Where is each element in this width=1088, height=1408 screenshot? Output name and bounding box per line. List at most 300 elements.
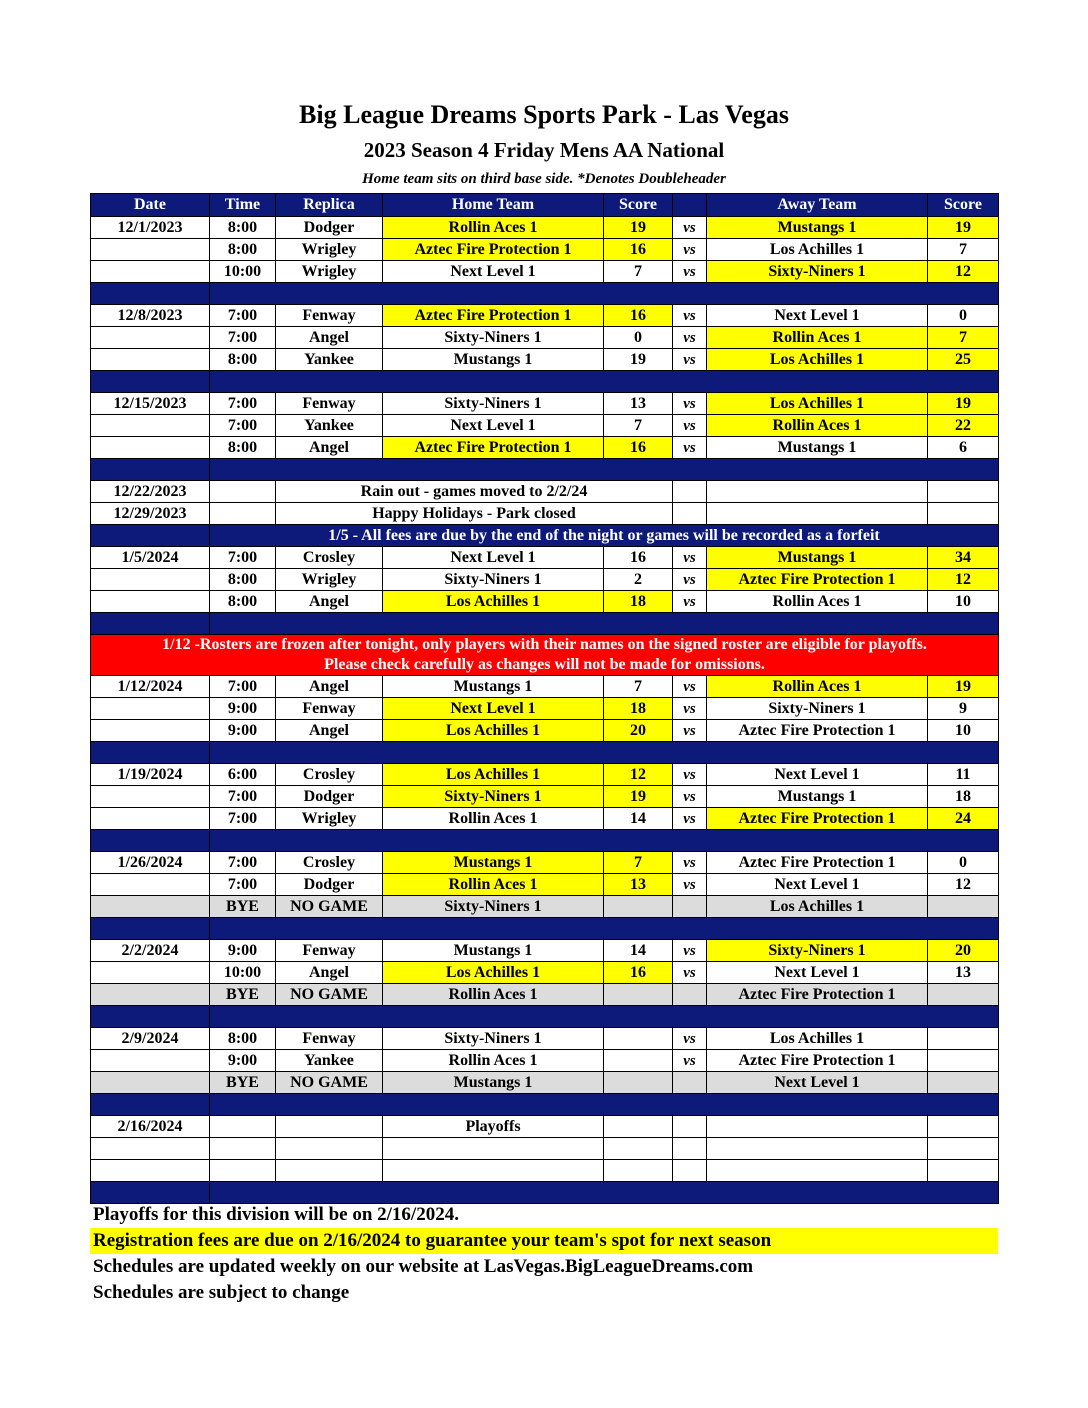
home-score-cell: 13 — [604, 393, 673, 415]
replica-cell: Angel — [276, 720, 383, 742]
home-team-cell: Sixty-Niners 1 — [383, 569, 604, 591]
home-team-cell — [383, 1160, 604, 1182]
home-team-cell: Rollin Aces 1 — [383, 874, 604, 896]
away-score-cell — [928, 1116, 999, 1138]
home-team-cell: Aztec Fire Protection 1 — [383, 239, 604, 261]
date-cell: 2/2/2024 — [91, 940, 210, 962]
away-score-cell: 19 — [928, 676, 999, 698]
date-cell — [91, 896, 210, 918]
separator-cell — [210, 371, 999, 393]
away-score-cell: 7 — [928, 327, 999, 349]
fees-notice-row — [91, 525, 999, 547]
replica-cell: Fenway — [276, 393, 383, 415]
game-row — [91, 874, 999, 896]
replica-cell: Dodger — [276, 874, 383, 896]
date-cell — [91, 1160, 210, 1182]
game-row — [91, 437, 999, 459]
time-cell: 7:00 — [210, 415, 276, 437]
time-cell: 8:00 — [210, 1028, 276, 1050]
game-row — [91, 1160, 999, 1182]
game-row — [91, 720, 999, 742]
replica-cell: Wrigley — [276, 569, 383, 591]
date-cell: 12/8/2023 — [91, 305, 210, 327]
week-separator-row — [91, 918, 999, 940]
game-row — [91, 569, 999, 591]
away-team-cell — [707, 1138, 928, 1160]
time-cell: 9:00 — [210, 698, 276, 720]
date-cell — [91, 698, 210, 720]
vs-cell — [673, 1116, 707, 1138]
home-score-cell: 7 — [604, 676, 673, 698]
roster-alert-row — [91, 635, 999, 676]
vs-cell: vs — [673, 305, 707, 327]
separator-cell — [210, 742, 999, 764]
home-score-cell — [604, 1116, 673, 1138]
roster-alert-line2: Please check carefully as changes will not be made for omissions. — [324, 656, 765, 673]
game-row — [91, 764, 999, 786]
replica-cell: Crosley — [276, 764, 383, 786]
home-team-cell: Mustangs 1 — [383, 852, 604, 874]
home-team-cell: Rollin Aces 1 — [383, 1050, 604, 1072]
col-header-vs — [673, 194, 707, 217]
away-score-cell: 13 — [928, 962, 999, 984]
vs-cell: vs — [673, 764, 707, 786]
date-cell — [91, 720, 210, 742]
date-cell: 2/9/2024 — [91, 1028, 210, 1050]
time-cell: 8:00 — [210, 569, 276, 591]
away-team-cell: Mustangs 1 — [707, 786, 928, 808]
game-row — [91, 239, 999, 261]
home-score-cell — [604, 1160, 673, 1182]
game-row — [91, 1138, 999, 1160]
away-score-cell: 6 — [928, 437, 999, 459]
home-team-cell: Playoffs — [383, 1116, 604, 1138]
vs-cell: vs — [673, 349, 707, 371]
time-cell: 7:00 — [210, 852, 276, 874]
vs-cell: vs — [673, 698, 707, 720]
time-cell: 8:00 — [210, 437, 276, 459]
home-team-cell: Aztec Fire Protection 1 — [383, 305, 604, 327]
game-row — [91, 217, 999, 239]
time-cell — [210, 1116, 276, 1138]
away-team-cell: Los Achilles 1 — [707, 1028, 928, 1050]
week-separator-row — [91, 1006, 999, 1028]
away-team-cell: Rollin Aces 1 — [707, 327, 928, 349]
game-row — [91, 327, 999, 349]
home-score-cell: 16 — [604, 305, 673, 327]
game-row — [91, 305, 999, 327]
date-cell: 12/22/2023 — [91, 481, 210, 503]
bye-row — [91, 896, 999, 918]
away-score-cell: 9 — [928, 698, 999, 720]
home-team-cell: Sixty-Niners 1 — [383, 786, 604, 808]
date-cell: 12/1/2023 — [91, 217, 210, 239]
game-row — [91, 349, 999, 371]
time-cell: 7:00 — [210, 786, 276, 808]
date-cell: 1/5/2024 — [91, 547, 210, 569]
date-cell: 12/29/2023 — [91, 503, 210, 525]
date-cell — [91, 1050, 210, 1072]
replica-cell: Angel — [276, 591, 383, 613]
replica-cell — [276, 1138, 383, 1160]
date-cell — [91, 327, 210, 349]
away-score-cell — [928, 1072, 999, 1094]
vs-cell: vs — [673, 393, 707, 415]
game-row — [91, 808, 999, 830]
week-separator-row — [91, 371, 999, 393]
col-header-replica: Replica — [276, 194, 383, 217]
date-cell — [91, 874, 210, 896]
replica-cell: NO GAME — [276, 1072, 383, 1094]
vs-cell — [673, 1160, 707, 1182]
home-team-cell: Next Level 1 — [383, 547, 604, 569]
time-cell — [210, 481, 276, 503]
away-score-cell: 19 — [928, 393, 999, 415]
home-score-cell: 18 — [604, 698, 673, 720]
week-separator-row — [91, 830, 999, 852]
vs-cell: vs — [673, 940, 707, 962]
time-cell: 9:00 — [210, 720, 276, 742]
date-cell — [91, 349, 210, 371]
time-cell — [210, 1138, 276, 1160]
home-team-cell: Mustangs 1 — [383, 349, 604, 371]
away-score-cell: 10 — [928, 591, 999, 613]
vs-cell: vs — [673, 239, 707, 261]
replica-cell — [276, 1116, 383, 1138]
replica-cell: NO GAME — [276, 896, 383, 918]
away-score-cell: 12 — [928, 261, 999, 283]
footer-registration-note: Registration fees are due on 2/16/2024 to guarantee your team's spot for next season — [90, 1228, 998, 1254]
time-cell: BYE — [210, 1072, 276, 1094]
replica-cell — [276, 1160, 383, 1182]
game-row — [91, 415, 999, 437]
footer-playoffs-note: Playoffs for this division will be on 2/16/2024. — [93, 1204, 459, 1225]
away-score-cell — [928, 1050, 999, 1072]
time-cell: 7:00 — [210, 874, 276, 896]
date-cell — [91, 239, 210, 261]
vs-cell — [673, 896, 707, 918]
date-cell: 12/15/2023 — [91, 393, 210, 415]
home-team-cell: Next Level 1 — [383, 415, 604, 437]
game-row — [91, 1050, 999, 1072]
away-team-cell: Aztec Fire Protection 1 — [707, 808, 928, 830]
col-header-home-team: Home Team — [383, 194, 604, 217]
home-team-cell: Rollin Aces 1 — [383, 217, 604, 239]
home-team-cell: Sixty-Niners 1 — [383, 327, 604, 349]
home-score-cell: 19 — [604, 217, 673, 239]
replica-cell: Dodger — [276, 786, 383, 808]
date-cell — [91, 808, 210, 830]
home-team-cell: Los Achilles 1 — [383, 591, 604, 613]
date-cell — [91, 786, 210, 808]
separator-cell — [91, 371, 210, 393]
message-row — [91, 481, 999, 503]
separator-cell — [91, 1182, 210, 1204]
col-header-date: Date — [91, 194, 210, 217]
vs-cell: vs — [673, 591, 707, 613]
away-team-cell: Aztec Fire Protection 1 — [707, 984, 928, 1006]
separator-cell — [91, 459, 210, 481]
home-score-cell: 19 — [604, 349, 673, 371]
date-cell: 1/19/2024 — [91, 764, 210, 786]
message-row — [91, 503, 999, 525]
home-score-cell: 2 — [604, 569, 673, 591]
home-score-cell: 16 — [604, 962, 673, 984]
separator-cell — [210, 1006, 999, 1028]
week-separator-row — [91, 613, 999, 635]
replica-cell: Yankee — [276, 349, 383, 371]
away-score-cell: 34 — [928, 547, 999, 569]
roster-alert — [91, 635, 999, 676]
home-score-cell: 7 — [604, 415, 673, 437]
time-cell: 7:00 — [210, 305, 276, 327]
vs-cell: vs — [673, 676, 707, 698]
away-team-cell: Aztec Fire Protection 1 — [707, 720, 928, 742]
bye-row — [91, 1072, 999, 1094]
vs-cell — [673, 481, 707, 503]
date-cell: 1/26/2024 — [91, 852, 210, 874]
home-score-cell — [604, 1072, 673, 1094]
away-team-cell — [707, 503, 928, 525]
vs-cell: vs — [673, 852, 707, 874]
date-cell — [91, 569, 210, 591]
vs-cell: vs — [673, 415, 707, 437]
home-team-cell: Los Achilles 1 — [383, 764, 604, 786]
date-cell: 2/16/2024 — [91, 1116, 210, 1138]
separator-cell — [91, 742, 210, 764]
home-team-cell: Aztec Fire Protection 1 — [383, 437, 604, 459]
separator-cell — [210, 459, 999, 481]
message-cell: Happy Holidays - Park closed — [276, 503, 673, 525]
home-team-cell: Los Achilles 1 — [383, 962, 604, 984]
home-score-cell: 16 — [604, 547, 673, 569]
game-row — [91, 1116, 999, 1138]
replica-cell: Fenway — [276, 940, 383, 962]
replica-cell: Dodger — [276, 217, 383, 239]
away-team-cell: Next Level 1 — [707, 962, 928, 984]
vs-cell: vs — [673, 786, 707, 808]
home-score-cell: 7 — [604, 261, 673, 283]
replica-cell: Wrigley — [276, 261, 383, 283]
away-score-cell: 10 — [928, 720, 999, 742]
footer-change-note: Schedules are subject to change — [93, 1282, 350, 1303]
away-score-cell: 25 — [928, 349, 999, 371]
home-team-cell: Mustangs 1 — [383, 1072, 604, 1094]
replica-cell: Yankee — [276, 415, 383, 437]
game-row — [91, 1028, 999, 1050]
away-team-cell: Mustangs 1 — [707, 547, 928, 569]
separator-cell — [91, 830, 210, 852]
away-score-cell — [928, 1160, 999, 1182]
game-row — [91, 962, 999, 984]
away-team-cell: Aztec Fire Protection 1 — [707, 569, 928, 591]
replica-cell: NO GAME — [276, 984, 383, 1006]
game-row — [91, 676, 999, 698]
vs-cell: vs — [673, 261, 707, 283]
game-row — [91, 393, 999, 415]
game-row — [91, 852, 999, 874]
away-team-cell: Sixty-Niners 1 — [707, 698, 928, 720]
separator-cell — [91, 1006, 210, 1028]
replica-cell: Wrigley — [276, 808, 383, 830]
date-cell — [91, 437, 210, 459]
home-score-cell — [604, 984, 673, 1006]
date-cell — [91, 962, 210, 984]
replica-cell: Wrigley — [276, 239, 383, 261]
time-cell: 7:00 — [210, 808, 276, 830]
replica-cell: Fenway — [276, 305, 383, 327]
page-note: Home team sits on third base side. *Denotes Doubleheader — [362, 171, 726, 187]
home-team-cell: Sixty-Niners 1 — [383, 896, 604, 918]
separator-cell — [210, 613, 999, 635]
time-cell: 6:00 — [210, 764, 276, 786]
time-cell: 7:00 — [210, 547, 276, 569]
away-score-cell: 0 — [928, 852, 999, 874]
col-header-home-score: Score — [604, 194, 673, 217]
time-cell: 7:00 — [210, 327, 276, 349]
separator-cell — [91, 613, 210, 635]
away-score-cell: 11 — [928, 764, 999, 786]
replica-cell: Angel — [276, 962, 383, 984]
replica-cell: Crosley — [276, 547, 383, 569]
replica-cell: Angel — [276, 676, 383, 698]
home-score-cell: 14 — [604, 808, 673, 830]
date-cell — [91, 415, 210, 437]
away-score-cell: 24 — [928, 808, 999, 830]
date-cell — [91, 591, 210, 613]
vs-cell — [673, 1138, 707, 1160]
away-score-cell — [928, 984, 999, 1006]
away-score-cell: 20 — [928, 940, 999, 962]
home-score-cell: 16 — [604, 437, 673, 459]
away-team-cell: Los Achilles 1 — [707, 393, 928, 415]
week-separator-row — [91, 459, 999, 481]
away-score-cell: 12 — [928, 874, 999, 896]
time-cell: 7:00 — [210, 676, 276, 698]
vs-cell: vs — [673, 962, 707, 984]
message-cell: Rain out - games moved to 2/2/24 — [276, 481, 673, 503]
separator-cell — [91, 918, 210, 940]
away-score-cell: 0 — [928, 305, 999, 327]
vs-cell — [673, 503, 707, 525]
vs-cell — [673, 984, 707, 1006]
away-team-cell: Rollin Aces 1 — [707, 415, 928, 437]
home-score-cell: 12 — [604, 764, 673, 786]
home-score-cell — [604, 1138, 673, 1160]
schedule-body — [91, 217, 999, 1204]
game-row — [91, 261, 999, 283]
separator-cell — [210, 830, 999, 852]
replica-cell: Crosley — [276, 852, 383, 874]
away-team-cell: Next Level 1 — [707, 305, 928, 327]
bye-row — [91, 984, 999, 1006]
game-row — [91, 786, 999, 808]
away-score-cell — [928, 1028, 999, 1050]
away-team-cell — [707, 1116, 928, 1138]
time-cell — [210, 1160, 276, 1182]
time-cell: 9:00 — [210, 1050, 276, 1072]
vs-cell: vs — [673, 569, 707, 591]
home-score-cell — [604, 1028, 673, 1050]
away-team-cell: Sixty-Niners 1 — [707, 261, 928, 283]
time-cell: BYE — [210, 984, 276, 1006]
home-team-cell: Mustangs 1 — [383, 940, 604, 962]
away-score-cell: 22 — [928, 415, 999, 437]
date-cell — [91, 984, 210, 1006]
away-team-cell: Los Achilles 1 — [707, 896, 928, 918]
home-score-cell: 7 — [604, 852, 673, 874]
home-score-cell: 0 — [604, 327, 673, 349]
vs-cell: vs — [673, 327, 707, 349]
vs-cell: vs — [673, 1050, 707, 1072]
away-score-cell: 12 — [928, 569, 999, 591]
home-score-cell: 14 — [604, 940, 673, 962]
home-team-cell: Next Level 1 — [383, 698, 604, 720]
week-separator-row — [91, 742, 999, 764]
week-separator-row — [91, 283, 999, 305]
replica-cell: Fenway — [276, 698, 383, 720]
week-separator-row — [91, 1182, 999, 1204]
time-cell: 8:00 — [210, 217, 276, 239]
replica-cell: Fenway — [276, 1028, 383, 1050]
away-team-cell: Mustangs 1 — [707, 437, 928, 459]
vs-cell — [673, 1072, 707, 1094]
home-score-cell — [604, 896, 673, 918]
vs-cell: vs — [673, 874, 707, 896]
separator-cell — [210, 918, 999, 940]
replica-cell: Angel — [276, 327, 383, 349]
away-team-cell: Next Level 1 — [707, 874, 928, 896]
separator-cell — [91, 283, 210, 305]
home-team-cell: Sixty-Niners 1 — [383, 393, 604, 415]
col-header-time: Time — [210, 194, 276, 217]
separator-cell — [210, 1094, 999, 1116]
away-team-cell: Sixty-Niners 1 — [707, 940, 928, 962]
home-score-cell: 19 — [604, 786, 673, 808]
away-score-cell — [928, 1138, 999, 1160]
away-team-cell: Aztec Fire Protection 1 — [707, 1050, 928, 1072]
roster-alert-line1: 1/12 -Rosters are frozen after tonight, only players with their names on the signed roster are eligible for playoffs. — [162, 636, 927, 653]
vs-cell: vs — [673, 217, 707, 239]
home-team-cell: Rollin Aces 1 — [383, 984, 604, 1006]
date-cell — [91, 261, 210, 283]
away-team-cell: Aztec Fire Protection 1 — [707, 852, 928, 874]
vs-cell: vs — [673, 437, 707, 459]
game-row — [91, 547, 999, 569]
replica-cell: Angel — [276, 437, 383, 459]
away-score-cell — [928, 481, 999, 503]
time-cell: 10:00 — [210, 261, 276, 283]
away-team-cell: Rollin Aces 1 — [707, 676, 928, 698]
time-cell: 7:00 — [210, 393, 276, 415]
time-cell — [210, 503, 276, 525]
away-score-cell: 18 — [928, 786, 999, 808]
time-cell: 10:00 — [210, 962, 276, 984]
away-team-cell: Next Level 1 — [707, 1072, 928, 1094]
table-header-row — [91, 194, 999, 217]
time-cell: 8:00 — [210, 591, 276, 613]
footer-website-note: Schedules are updated weekly on our website at LasVegas.BigLeagueDreams.com — [93, 1256, 754, 1277]
home-team-cell: Mustangs 1 — [383, 676, 604, 698]
col-header-away-team: Away Team — [707, 194, 928, 217]
away-team-cell — [707, 481, 928, 503]
week-separator-row — [91, 1094, 999, 1116]
home-score-cell: 20 — [604, 720, 673, 742]
separator-cell — [210, 1182, 999, 1204]
notice-spacer — [91, 525, 210, 547]
date-cell: 1/12/2024 — [91, 676, 210, 698]
away-team-cell: Next Level 1 — [707, 764, 928, 786]
